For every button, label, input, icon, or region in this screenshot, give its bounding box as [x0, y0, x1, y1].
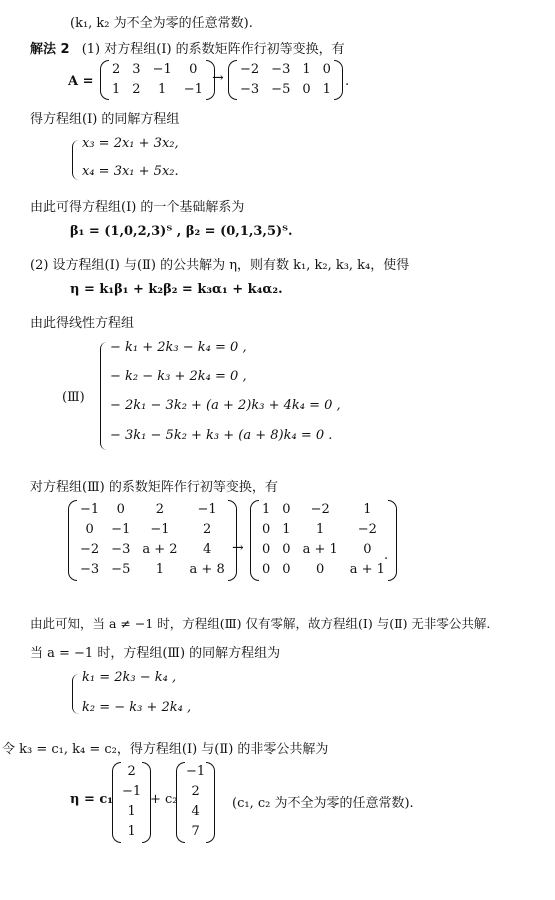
equation-k2: k₂ = − k₃ + 2k₄ ,	[82, 700, 192, 715]
linear-system-intro: 由此得线性方程组	[30, 316, 135, 331]
matrix-III-reduced: 1 0 −2 1 0 1 1 −2 0 0 a + 1 0 0 0 0 a + 1	[250, 500, 397, 581]
part-2-text: (2) 设方程组(Ⅰ) 与(Ⅱ) 的公共解为 η，则有数 k₁, k₂, k₃, k₄，使得	[30, 258, 410, 273]
equation-x3: x₃ = 2x₁ + 3x₂,	[82, 136, 179, 151]
system-III-eq1: − k₁ + 2k₃ − k₄ = 0 ,	[110, 340, 247, 355]
vector-1: 2 −1 1 1	[112, 762, 151, 843]
part-1-text: (1) 对方程组(Ⅰ) 的系数矩阵作行初等变换，有	[81, 42, 345, 57]
basis-intro: 由此可得方程组(Ⅰ) 的一个基础解系为	[30, 200, 245, 215]
brace	[72, 140, 79, 180]
conclusion-nonzero: 由此可知，当 a ≠ −1 时，方程组(Ⅲ) 仅有零解，故方程组(Ⅰ) 与(Ⅱ) 无非零公共解.	[30, 616, 491, 631]
basis-vectors: β₁ = (1,0,2,3)ᵀ , β₂ = (0,1,3,5)ᵀ.	[70, 224, 293, 239]
brace	[100, 342, 107, 450]
brace	[72, 674, 79, 714]
conclusion-a-minus-1: 当 a = −1 时，方程组(Ⅲ) 的同解方程组为	[30, 646, 281, 661]
solution-label: 解法 2	[30, 42, 70, 57]
equation-x4: x₄ = 3x₁ + 5x₂.	[82, 164, 179, 179]
constants-note-top: (k₁, k₂ 为不全为零的任意常数).	[70, 16, 253, 31]
transform-arrow: →	[232, 540, 244, 556]
solution-2-header	[30, 38, 345, 57]
system-III-eq2: − k₂ − k₃ + 2k₄ = 0 ,	[110, 369, 247, 384]
system-III-eq4: − 3k₁ − 5k₂ + k₃ + (a + 8)k₄ = 0 .	[110, 428, 333, 443]
equation-k1: k₁ = 2k₃ − k₄ ,	[82, 670, 177, 685]
eta-equation: η = k₁β₁ + k₂β₂ = k₃α₁ + k₄α₂.	[70, 282, 283, 297]
period: .	[384, 548, 389, 563]
plus-c2: + c₂	[150, 792, 178, 807]
system-III-label: (Ⅲ)	[62, 390, 85, 405]
constants-note-final: (c₁, c₂ 为不全为零的任意常数).	[232, 796, 414, 811]
same-system-intro: 得方程组(Ⅰ) 的同解方程组	[30, 112, 180, 127]
substitution-line: 令 k₃ = c₁, k₄ = c₂，得方程组(Ⅰ) 与(Ⅱ) 的非零公共解为	[2, 742, 329, 757]
final-eta-label: η = c₁	[70, 792, 114, 807]
period: .	[345, 74, 350, 89]
matrix-III-coefficients: −1 0 2 −1 0 −1 −1 2 −2 −3 a + 2 4 −3 −5 1 a + 8	[68, 500, 237, 581]
transform-arrow: →	[212, 70, 224, 86]
matrix-A-label: A =	[68, 74, 94, 89]
system-III-eq3: − 2k₁ − 3k₂ + (a + 2)k₃ + 4k₄ = 0 ,	[110, 398, 341, 413]
row-operation-intro: 对方程组(Ⅲ) 的系数矩阵作行初等变换，有	[30, 480, 278, 495]
vector-2: −1 2 4 7	[176, 762, 215, 843]
matrix-A: 2 3 −1 0 1 2 1 −1	[100, 60, 215, 100]
matrix-A-reduced: −2 −3 1 0 −3 −5 0 1	[228, 60, 343, 100]
